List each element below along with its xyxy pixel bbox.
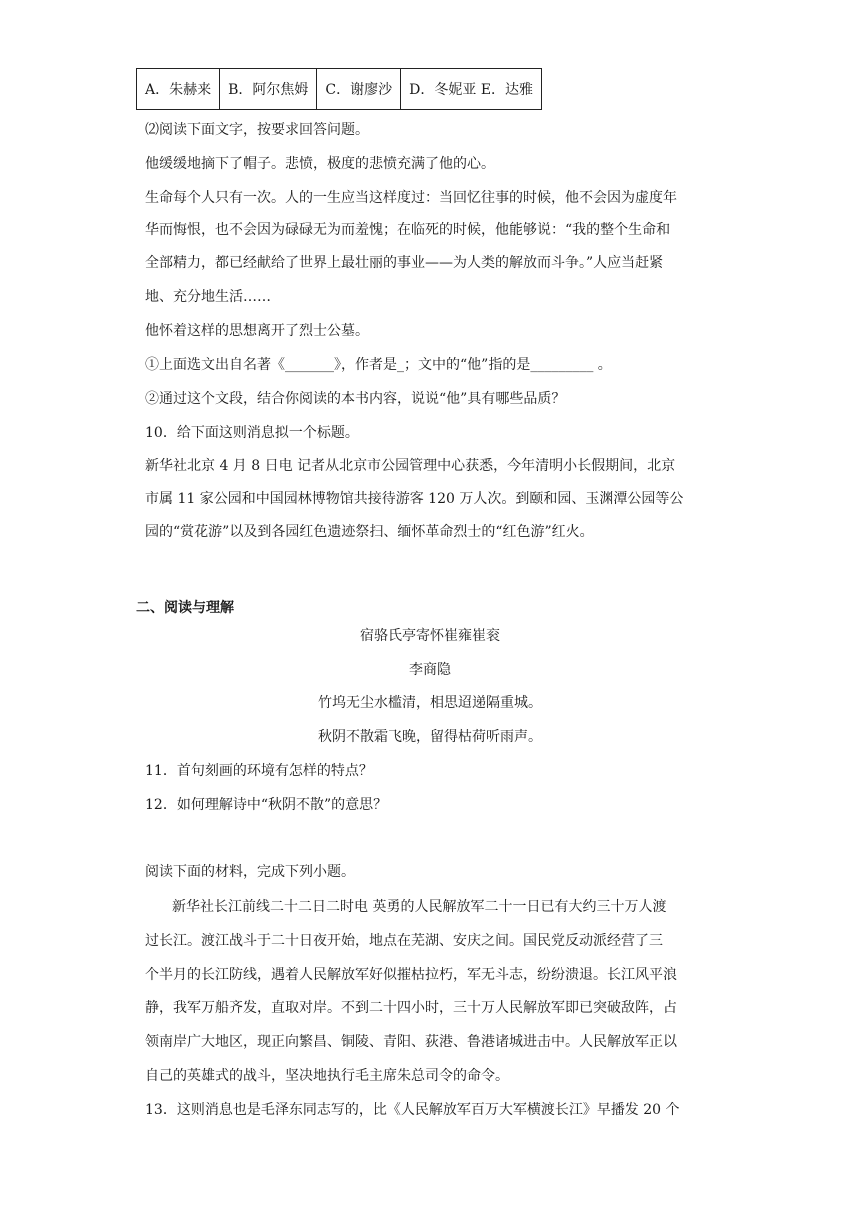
options-table — [136, 68, 542, 110]
q10-prompt: 10．给下面这则消息拟一个标题。 — [145, 425, 359, 441]
options-row — [137, 69, 542, 110]
reading-news-line: 自己的英雄式的战斗，坚决地执行毛主席朱总司令的命令。 — [145, 1068, 509, 1084]
poem-author: 李商隐 — [409, 662, 451, 678]
passage-line: 生命每个人只有一次。人的一生应当这样度过：当回忆往事的时候，他不会因为虚度年 — [145, 190, 677, 206]
news-line: 新华社北京 4 月 8 日电 记者从北京市公园管理中心获悉，今年清明小长假期间，北京 — [145, 458, 676, 474]
reading-news-line: 个半月的长江防线，遇着人民解放军好似摧枯拉朽，军无斗志，纷纷溃退。长江风平浪 — [145, 967, 677, 983]
reading-news-line: 领南岸广大地区，现正向繁昌、铜陵、青阳、荻港、鲁港诸城进击中。人民解放军正以 — [145, 1034, 677, 1050]
section-heading: 二、阅读与理解 — [136, 600, 234, 616]
option-c: C．谢廖沙 — [317, 69, 401, 110]
poem-line: 秋阴不散霜飞晚，留得枯荷听雨声。 — [318, 729, 542, 745]
reading-news-line: 新华社长江前线二十二日二时电 英勇的人民解放军二十一日已有大约三十万人渡 — [172, 899, 667, 915]
q11: 11．首句刻画的环境有怎样的特点？ — [145, 763, 373, 779]
q12: 12．如何理解诗中“秋阴不散”的意思？ — [145, 797, 388, 813]
q9-2-prompt: ⑵阅读下面文字，按要求回答问题。 — [145, 122, 369, 138]
passage-line: 全部精力，都已经献给了世界上最壮丽的事业——为人类的解放而斗争。”人应当赶紧 — [145, 255, 664, 271]
passage-line: 他缓缓地摘下了帽子。悲愤，极度的悲愤充满了他的心。 — [145, 156, 495, 172]
reading-intro: 阅读下面的材料，完成下列小题。 — [145, 864, 355, 880]
reading-news-line: 静，我军万船齐发，直取对岸。不到二十四小时，三十万人民解放军即已突破敌阵，占 — [145, 1000, 677, 1016]
q13: 13．这则消息也是毛泽东同志写的，比《人民解放军百万大军横渡长江》早播发 20 个 — [145, 1102, 680, 1118]
option-d-e: D．冬妮亚 E．达雅 — [401, 69, 542, 110]
option-b: B．阿尔焦姆 — [220, 69, 317, 110]
sub-question-1: ①上面选文出自名著《_______》，作者是_；文中的“他”指的是_________ 。 — [145, 357, 612, 373]
passage-line: 他怀着这样的思想离开了烈士公墓。 — [145, 323, 369, 339]
news-line: 园的“赏花游”以及到各园红色遗迹祭扫、缅怀革命烈士的“红色游”红火。 — [145, 524, 594, 540]
poem-line: 竹坞无尘水槛清，相思迢递隔重城。 — [318, 695, 542, 711]
reading-news-line: 过长江。渡江战斗于二十日夜开始，地点在芜湖、安庆之间。国民党反动派经营了三 — [145, 933, 663, 949]
sub-question-2: ②通过这个文段，结合你阅读的本书内容，说说“他”具有哪些品质？ — [145, 391, 566, 407]
passage-line: 华而悔恨，也不会因为碌碌无为而羞愧；在临死的时候，他能够说：“我的整个生命和 — [145, 222, 671, 238]
news-line: 市属 11 家公园和中国园林博物馆共接待游客 120 万人次。到颐和园、玉渊潭公园等公 — [145, 491, 684, 507]
poem-title: 宿骆氏亭寄怀崔雍崔衮 — [360, 628, 500, 644]
passage-line: 地、充分地生活…… — [145, 289, 271, 305]
option-a: A．朱赫来 — [137, 69, 220, 110]
